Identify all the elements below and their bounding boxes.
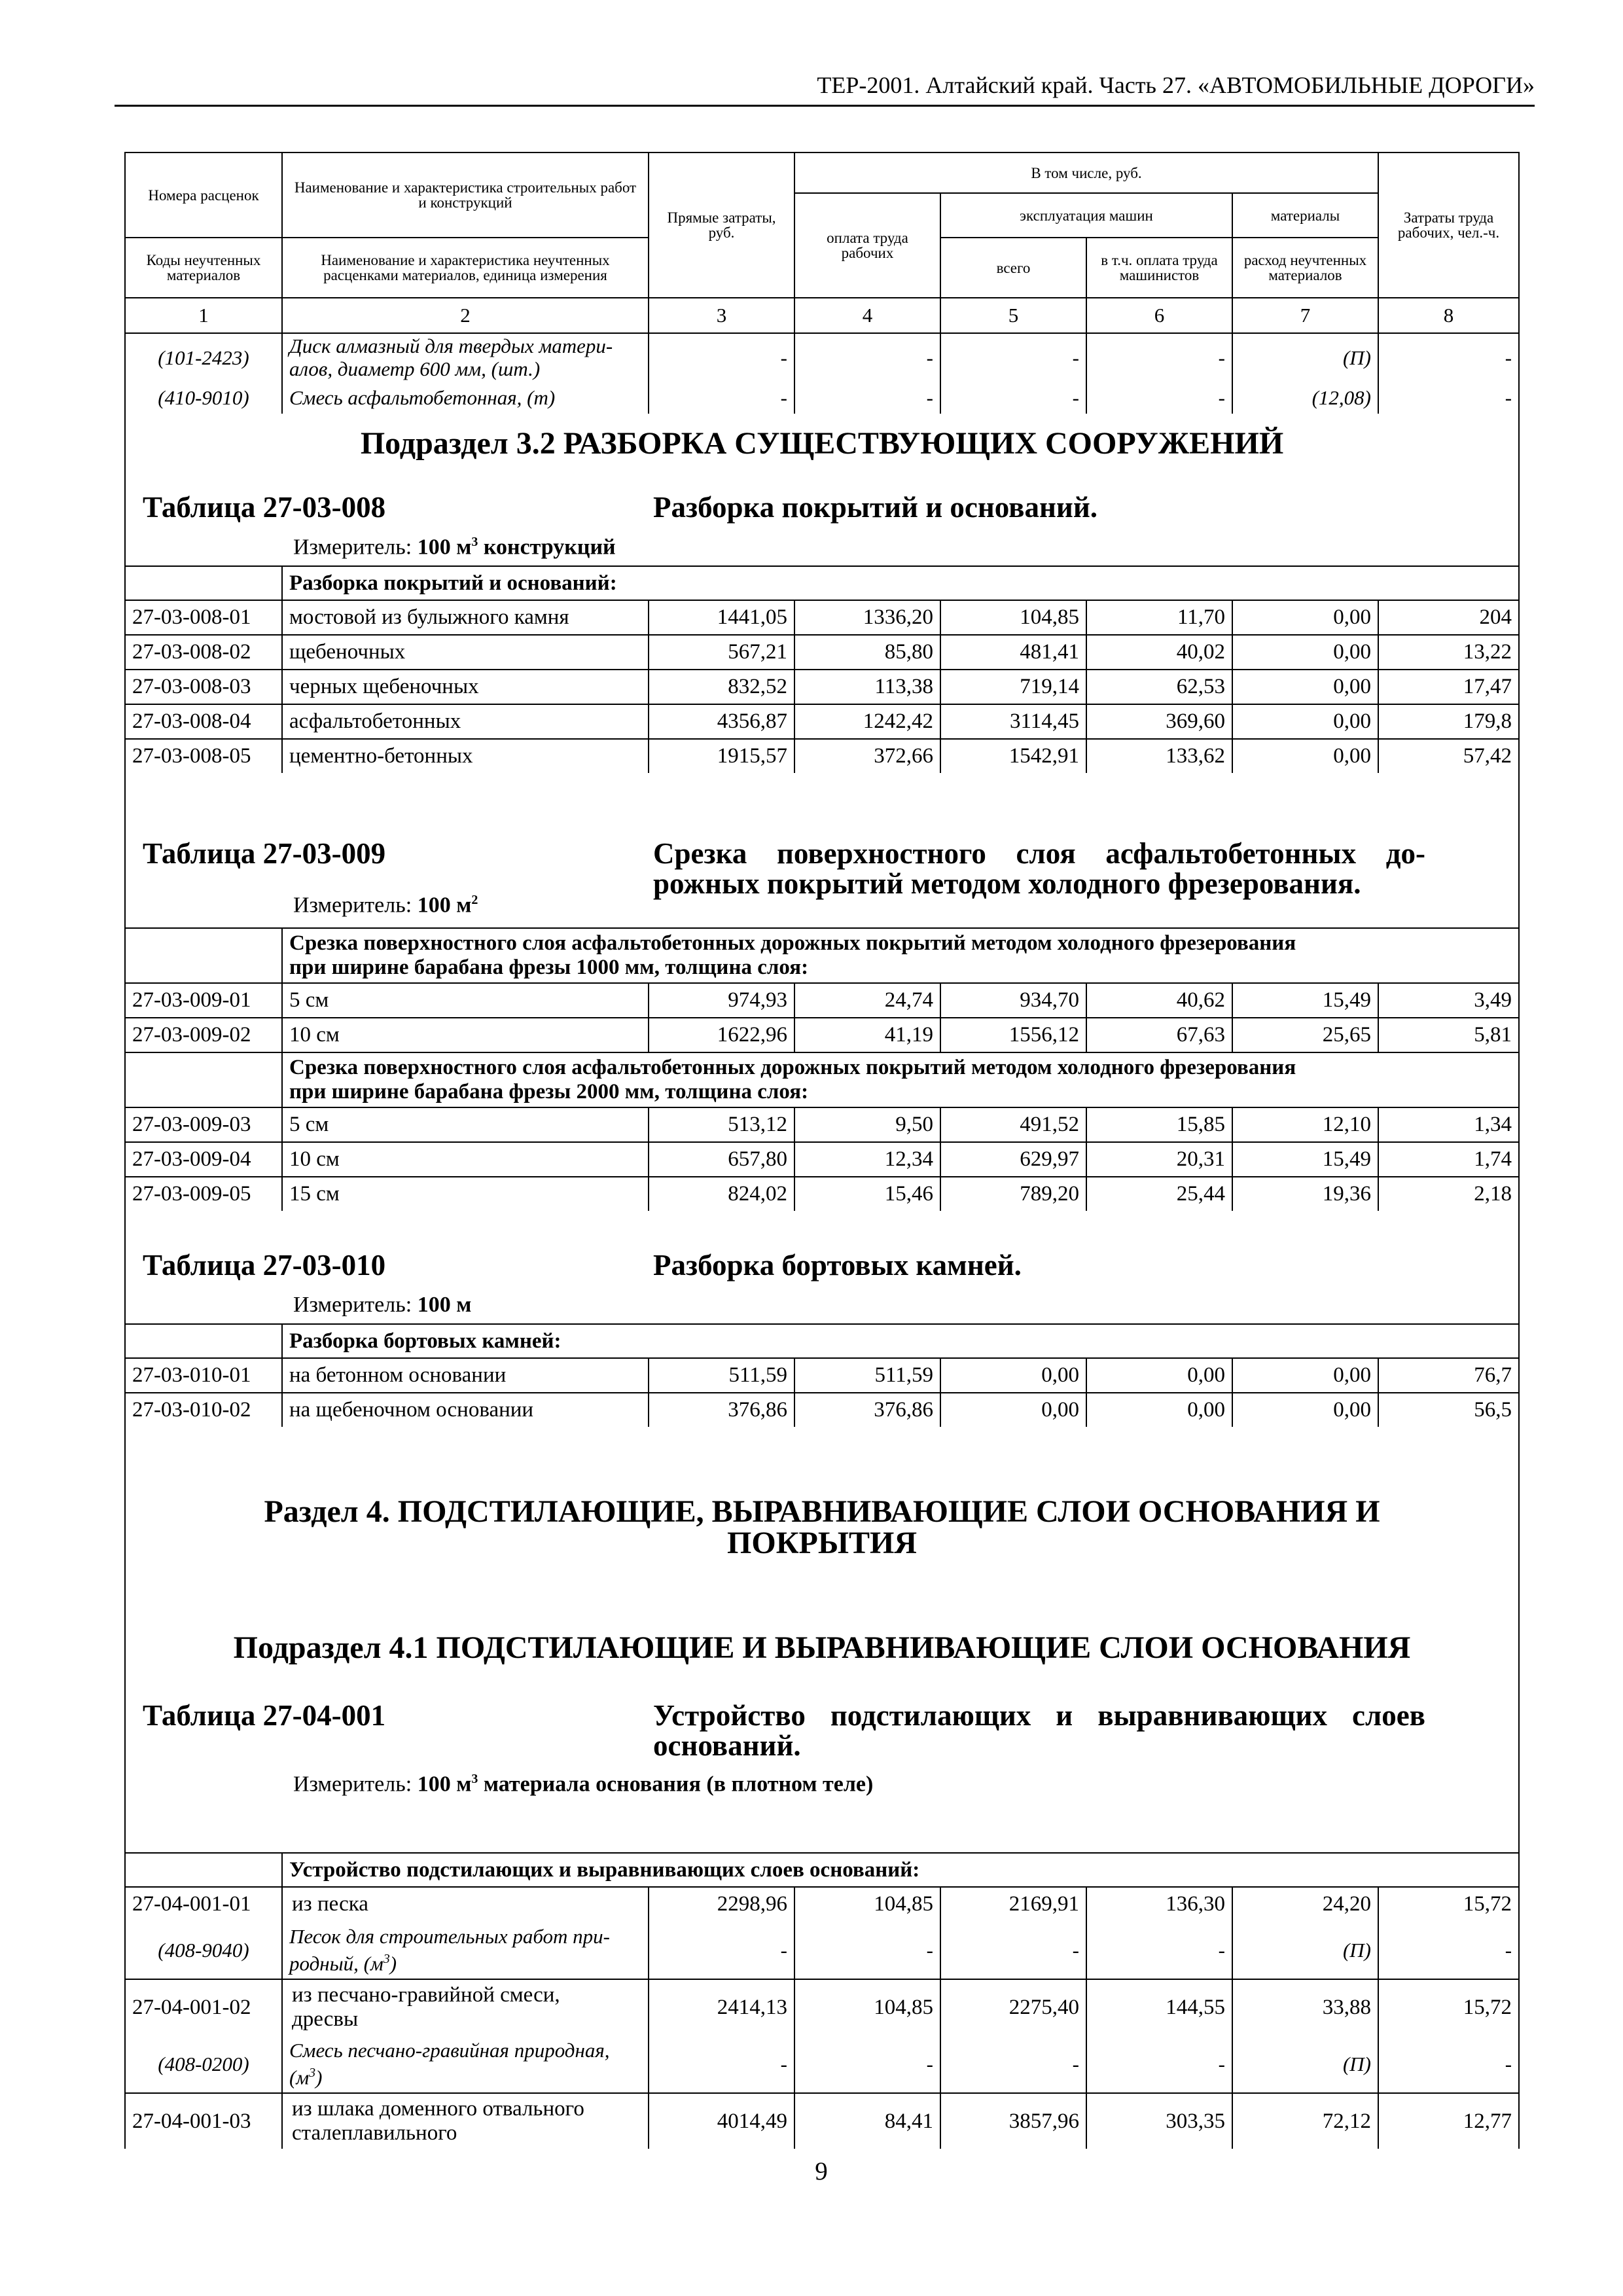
labor-value: 15,72 xyxy=(1378,1979,1519,2035)
table-measure: Измеритель: 100 м xyxy=(293,1293,472,1317)
machinist-wage: 136,30 xyxy=(1086,1887,1232,1921)
worker-wage: - xyxy=(794,333,940,381)
rate-row xyxy=(125,600,1519,635)
column-number: 4 xyxy=(794,298,940,333)
column-number: 8 xyxy=(1378,298,1519,333)
column-number: 3 xyxy=(649,298,794,333)
col-direct: Прямые затраты, руб. xyxy=(649,152,794,298)
machines-total: - xyxy=(940,2035,1086,2093)
rate-code: 27-03-009-05 xyxy=(125,1177,282,1211)
material-row xyxy=(125,2035,1519,2093)
materials-value: 72,12 xyxy=(1232,2093,1378,2149)
machinist-wage: 11,70 xyxy=(1086,600,1232,635)
subsection-block-cell xyxy=(125,414,1519,566)
labor-value: 56,5 xyxy=(1378,1393,1519,1427)
rate-name: 15 см xyxy=(282,1177,649,1211)
rate-row xyxy=(125,1107,1519,1142)
rate-name: на бетонном основании xyxy=(282,1358,649,1393)
rate-name: из песка xyxy=(282,1887,649,1921)
group-title: Срезка поверхностного слоя асфальтобетонных дорожных покрытий методом холодного фрезерования при ширине барабана фрезы 1000 мм, толщина слоя: xyxy=(282,928,1519,983)
group-title: Разборка покрытий и оснований: xyxy=(282,566,1519,600)
rate-name: 5 см xyxy=(282,1107,649,1142)
machinist-wage: 62,53 xyxy=(1086,670,1232,704)
machinist-wage: 133,62 xyxy=(1086,739,1232,773)
labor-value: 12,77 xyxy=(1378,2093,1519,2149)
subsection-block xyxy=(125,414,1519,566)
machines-total: 491,52 xyxy=(940,1107,1086,1142)
labor-value: 2,18 xyxy=(1378,1177,1519,1211)
machines-total: 789,20 xyxy=(940,1177,1086,1211)
machinist-wage: - xyxy=(1086,381,1232,414)
material-name: Смесь песчано-гравийная природная, $(м^3)$ xyxy=(282,2035,649,2093)
worker-wage: 1336,20 xyxy=(794,600,940,635)
materials-value: 24,20 xyxy=(1232,1887,1378,1921)
table-number: Таблица 27-04-001 xyxy=(143,1699,386,1732)
machinist-wage: 40,02 xyxy=(1086,635,1232,670)
machinist-wage: 25,44 xyxy=(1086,1177,1232,1211)
materials-value: 0,00 xyxy=(1232,1393,1378,1427)
table-number: Таблица 27-03-008 xyxy=(143,491,386,524)
table-measure: Измеритель: 100 $м^2$ xyxy=(293,893,478,918)
worker-wage: - xyxy=(794,2035,940,2093)
machinist-wage: 144,55 xyxy=(1086,1979,1232,2035)
machines-total: - xyxy=(940,333,1086,381)
worker-wage: 1242,42 xyxy=(794,704,940,739)
materials-value: 0,00 xyxy=(1232,704,1378,739)
rate-name: из шлака доменного отвального сталеплавильного xyxy=(282,2093,649,2149)
machines-total: 104,85 xyxy=(940,600,1086,635)
rate-name: цементно-бетонных xyxy=(282,739,649,773)
rate-row xyxy=(125,983,1519,1018)
rate-row xyxy=(125,1979,1519,2035)
direct-cost: 513,12 xyxy=(649,1107,794,1142)
rate-code: 27-03-008-03 xyxy=(125,670,282,704)
worker-wage: - xyxy=(794,1921,940,1979)
table-010-block-cell xyxy=(125,1211,1519,1324)
machines-total: 629,97 xyxy=(940,1142,1086,1177)
worker-wage: 372,66 xyxy=(794,739,940,773)
materials-value: 0,00 xyxy=(1232,670,1378,704)
rate-name: 5 см xyxy=(282,983,649,1018)
column-numbers-row xyxy=(125,298,1519,333)
direct-cost: 2298,96 xyxy=(649,1887,794,1921)
group-row xyxy=(125,928,1519,983)
col-labor: Затраты труда рабочих, чел.-ч. xyxy=(1378,152,1519,298)
worker-wage: 85,80 xyxy=(794,635,940,670)
subsection-block-inner xyxy=(126,414,1518,565)
worker-wage: 15,46 xyxy=(794,1177,940,1211)
labor-value: - xyxy=(1378,381,1519,414)
materials-value: 33,88 xyxy=(1232,1979,1378,2035)
direct-cost: 567,21 xyxy=(649,635,794,670)
group-code-cell xyxy=(125,566,282,600)
materials-value: (П) xyxy=(1232,2035,1378,2093)
col-materials: материалы xyxy=(1232,193,1378,238)
direct-cost: 1622,96 xyxy=(649,1018,794,1052)
direct-cost: 2414,13 xyxy=(649,1979,794,2035)
machinist-wage: - xyxy=(1086,333,1232,381)
worker-wage: 41,19 xyxy=(794,1018,940,1052)
materials-value: 19,36 xyxy=(1232,1177,1378,1211)
material-row xyxy=(125,333,1519,381)
table-009-block xyxy=(125,773,1519,928)
direct-cost: 974,93 xyxy=(649,983,794,1018)
direct-cost: 376,86 xyxy=(649,1393,794,1427)
table-head xyxy=(126,1698,1518,1797)
materials-value: (П) xyxy=(1232,333,1378,381)
table-number: Таблица 27-03-009 xyxy=(143,837,386,870)
col-code-bottom: Коды неучтенных материалов xyxy=(125,238,282,298)
group-title: Устройство подстилающих и выравнивающих слоев оснований: xyxy=(282,1853,1519,1887)
machinist-wage: 67,63 xyxy=(1086,1018,1232,1052)
column-number: 5 xyxy=(940,298,1086,333)
rate-row xyxy=(125,1142,1519,1177)
rate-row xyxy=(125,704,1519,739)
worker-wage: 113,38 xyxy=(794,670,940,704)
direct-cost: 657,80 xyxy=(649,1142,794,1177)
group-row xyxy=(125,1052,1519,1107)
direct-cost: 832,52 xyxy=(649,670,794,704)
column-number: 1 xyxy=(125,298,282,333)
direct-cost: 4014,49 xyxy=(649,2093,794,2149)
table-measure: Измеритель: 100 $м^3$ материала основания (в плотном теле) xyxy=(293,1772,874,1797)
direct-cost: - xyxy=(649,1921,794,1979)
machines-total: 2169,91 xyxy=(940,1887,1086,1921)
rate-row xyxy=(125,1393,1519,1427)
rate-row xyxy=(125,1177,1519,1211)
table-title: Срезка поверхностного слоя асфальтобетонных до-рожных покрытий методом холодного фрезерования. xyxy=(653,837,1425,900)
rate-code: 27-03-010-01 xyxy=(125,1358,282,1393)
materials-value: (12,08) xyxy=(1232,381,1378,414)
machinist-wage: 40,62 xyxy=(1086,983,1232,1018)
group-title: Срезка поверхностного слоя асфальтобетонных дорожных покрытий методом холодного фрезерования при ширине барабана фрезы 2000 мм, толщина слоя: xyxy=(282,1052,1519,1107)
material-code: (408-0200) xyxy=(125,2035,282,2093)
machines-total: 934,70 xyxy=(940,983,1086,1018)
col-name-bottom: Наименование и характеристика неучтенных расценками материалов, единица измерения xyxy=(282,238,649,298)
rate-code: 27-04-001-02 xyxy=(125,1979,282,2035)
group-code-cell xyxy=(125,1853,282,1887)
col-machines-total: всего xyxy=(940,238,1086,298)
table-title: Разборка покрытий и оснований. xyxy=(653,491,1098,524)
worker-wage: - xyxy=(794,381,940,414)
material-name: Диск алмазный для твердых матери- алов, диаметр 600 мм, (шт.) xyxy=(282,333,649,381)
direct-cost: - xyxy=(649,2035,794,2093)
labor-value: 57,42 xyxy=(1378,739,1519,773)
column-number: 2 xyxy=(282,298,649,333)
labor-value: - xyxy=(1378,2035,1519,2093)
machines-total: 2275,40 xyxy=(940,1979,1086,2035)
machines-total: 1542,91 xyxy=(940,739,1086,773)
worker-wage: 511,59 xyxy=(794,1358,940,1393)
section-4-block-cell xyxy=(125,1427,1519,1853)
rate-code: 27-03-009-03 xyxy=(125,1107,282,1142)
labor-value: 1,74 xyxy=(1378,1142,1519,1177)
group-row xyxy=(125,1853,1519,1887)
group-title: Разборка бортовых камней: xyxy=(282,1324,1519,1358)
worker-wage: 24,74 xyxy=(794,983,940,1018)
machinist-wage: - xyxy=(1086,1921,1232,1979)
col-name-top: Наименование и характеристика строительных работ и конструкций xyxy=(282,152,649,238)
machinist-wage: - xyxy=(1086,2035,1232,2093)
materials-value: 12,10 xyxy=(1232,1107,1378,1142)
materials-value: (П) xyxy=(1232,1921,1378,1979)
machines-total: 3114,45 xyxy=(940,704,1086,739)
machinist-wage: 303,35 xyxy=(1086,2093,1232,2149)
materials-value: 25,65 xyxy=(1232,1018,1378,1052)
rate-row xyxy=(125,670,1519,704)
rate-name: из песчано-гравийной смеси, дресвы xyxy=(282,1979,649,2035)
machinist-wage: 15,85 xyxy=(1086,1107,1232,1142)
rate-code: 27-03-008-01 xyxy=(125,600,282,635)
material-code: (408-9040) xyxy=(125,1921,282,1979)
machines-total: 3857,96 xyxy=(940,2093,1086,2149)
table-009-block-inner xyxy=(126,773,1518,927)
materials-value: 0,00 xyxy=(1232,600,1378,635)
rate-code: 27-03-009-02 xyxy=(125,1018,282,1052)
group-row xyxy=(125,1324,1519,1358)
worker-wage: 376,86 xyxy=(794,1393,940,1427)
rate-code: 27-03-008-05 xyxy=(125,739,282,773)
table-010-block xyxy=(125,1211,1519,1324)
rate-name: мостовой из булыжного камня xyxy=(282,600,649,635)
table-head xyxy=(126,490,1518,560)
col-machines: эксплуатация машин xyxy=(940,193,1232,238)
material-name: Смесь асфальтобетонная, (т) xyxy=(282,381,649,414)
rate-name: 10 см xyxy=(282,1018,649,1052)
rate-code: 27-04-001-01 xyxy=(125,1887,282,1921)
rate-code: 27-03-009-04 xyxy=(125,1142,282,1177)
rate-row xyxy=(125,1018,1519,1052)
machines-total: 0,00 xyxy=(940,1358,1086,1393)
machinist-wage: 20,31 xyxy=(1086,1142,1232,1177)
labor-value: 179,8 xyxy=(1378,704,1519,739)
machinist-wage: 369,60 xyxy=(1086,704,1232,739)
table-header xyxy=(125,152,1519,333)
machinist-wage: 0,00 xyxy=(1086,1393,1232,1427)
worker-wage: 84,41 xyxy=(794,2093,940,2149)
worker-wage: 104,85 xyxy=(794,1979,940,2035)
rate-name: на щебеночном основании xyxy=(282,1393,649,1427)
rate-name: 10 см xyxy=(282,1142,649,1177)
machines-total: 719,14 xyxy=(940,670,1086,704)
worker-wage: 104,85 xyxy=(794,1887,940,1921)
rate-name: асфальтобетонных xyxy=(282,704,649,739)
rate-name: щебеночных xyxy=(282,635,649,670)
running-header: ТЕР-2001. Алтайский край. Часть 27. «АВТОМОБИЛЬНЫЕ ДОРОГИ» xyxy=(817,72,1535,98)
column-number: 6 xyxy=(1086,298,1232,333)
col-code-top: Номера расценок xyxy=(125,152,282,238)
rate-name: черных щебеночных xyxy=(282,670,649,704)
labor-value: - xyxy=(1378,1921,1519,1979)
machines-total: 0,00 xyxy=(940,1393,1086,1427)
rate-code: 27-03-010-02 xyxy=(125,1393,282,1427)
col-materials-unaccounted: расход неучтенных материалов xyxy=(1232,238,1378,298)
material-name: Песок для строительных работ при- родный, $(м^3)$ xyxy=(282,1921,649,1979)
page-number: 9 xyxy=(815,2157,828,2185)
table-number: Таблица 27-03-010 xyxy=(143,1249,386,1282)
labor-value: 3,49 xyxy=(1378,983,1519,1018)
rate-row xyxy=(125,739,1519,773)
materials-value: 0,00 xyxy=(1232,739,1378,773)
table-body xyxy=(125,333,1519,2149)
labor-value: 204 xyxy=(1378,600,1519,635)
direct-cost: - xyxy=(649,333,794,381)
section-4-block-inner xyxy=(126,1427,1518,1852)
material-code: (101-2423) xyxy=(125,333,282,381)
subsection-title: Подраздел 3.2 РАЗБОРКА СУЩЕСТВУЮЩИХ СООРУЖЕНИЙ xyxy=(360,426,1284,461)
rate-row xyxy=(125,635,1519,670)
header-rule xyxy=(115,105,1535,107)
direct-cost: 1441,05 xyxy=(649,600,794,635)
col-machines-wage: в т.ч. оплата труда машинистов xyxy=(1086,238,1232,298)
rate-row xyxy=(125,1358,1519,1393)
machines-total: 1556,12 xyxy=(940,1018,1086,1052)
table-010-block-inner xyxy=(126,1211,1518,1323)
labor-value: 5,81 xyxy=(1378,1018,1519,1052)
direct-cost: 1915,57 xyxy=(649,739,794,773)
worker-wage: 12,34 xyxy=(794,1142,940,1177)
column-number: 7 xyxy=(1232,298,1378,333)
rate-row xyxy=(125,1887,1519,1921)
table-measure: Измеритель: 100 $м^3$ конструкций xyxy=(293,535,616,560)
machines-total: - xyxy=(940,381,1086,414)
materials-value: 0,00 xyxy=(1232,1358,1378,1393)
labor-value: - xyxy=(1378,333,1519,381)
labor-value: 17,47 xyxy=(1378,670,1519,704)
group-code-cell xyxy=(125,1324,282,1358)
rate-code: 27-04-001-03 xyxy=(125,2093,282,2149)
machines-total: - xyxy=(940,1921,1086,1979)
material-code: (410-9010) xyxy=(125,381,282,414)
rate-row xyxy=(125,2093,1519,2149)
rate-code: 27-03-008-02 xyxy=(125,635,282,670)
rates-table xyxy=(124,152,1520,2149)
labor-value: 15,72 xyxy=(1378,1887,1519,1921)
group-code-cell xyxy=(125,928,282,983)
direct-cost: 824,02 xyxy=(649,1177,794,1211)
table-009-block-cell xyxy=(125,773,1519,928)
section-title: Раздел 4. ПОДСТИЛАЮЩИЕ, ВЫРАВНИВАЮЩИЕ СЛОИ ОСНОВАНИЯ И ПОКРЫТИЯ xyxy=(264,1494,1380,1560)
col-incl: В том числе, руб. xyxy=(794,152,1378,193)
table-title: Разборка бортовых камней. xyxy=(653,1249,1022,1282)
material-row xyxy=(125,1921,1519,1979)
labor-value: 76,7 xyxy=(1378,1358,1519,1393)
table-title: Устройство подстилающих и выравнивающих слоев оснований. xyxy=(653,1699,1425,1762)
machinist-wage: 0,00 xyxy=(1086,1358,1232,1393)
direct-cost: 4356,87 xyxy=(649,704,794,739)
labor-value: 13,22 xyxy=(1378,635,1519,670)
labor-value: 1,34 xyxy=(1378,1107,1519,1142)
rate-code: 27-03-009-01 xyxy=(125,983,282,1018)
rate-code: 27-03-008-04 xyxy=(125,704,282,739)
direct-cost: 511,59 xyxy=(649,1358,794,1393)
machines-total: 481,41 xyxy=(940,635,1086,670)
worker-wage: 9,50 xyxy=(794,1107,940,1142)
materials-value: 15,49 xyxy=(1232,983,1378,1018)
material-row xyxy=(125,381,1519,414)
materials-value: 15,49 xyxy=(1232,1142,1378,1177)
col-wage: оплата труда рабочих xyxy=(794,193,940,298)
direct-cost: - xyxy=(649,381,794,414)
group-code-cell xyxy=(125,1052,282,1107)
materials-value: 0,00 xyxy=(1232,635,1378,670)
group-row xyxy=(125,566,1519,600)
subsection-title: Подраздел 4.1 ПОДСТИЛАЮЩИЕ И ВЫРАВНИВАЮЩИЕ СЛОИ ОСНОВАНИЯ xyxy=(233,1630,1411,1665)
section-4-block xyxy=(125,1427,1519,1853)
